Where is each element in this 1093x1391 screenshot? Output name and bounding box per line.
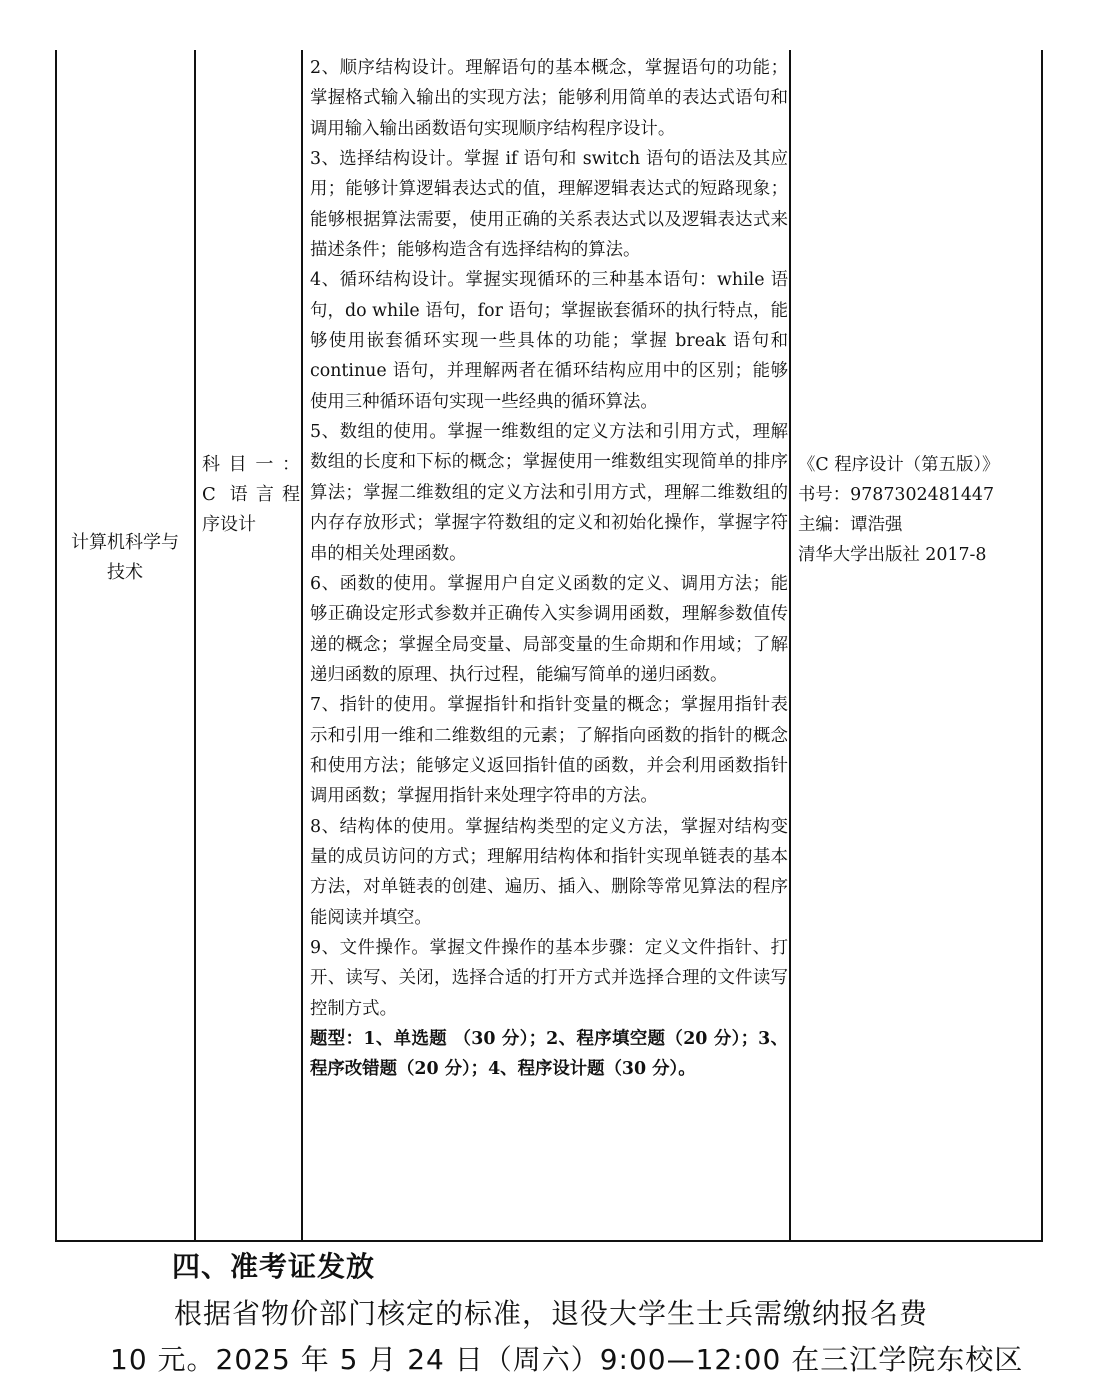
major-cell (57, 528, 193, 588)
table-border (55, 1240, 1043, 1242)
course-table (55, 50, 1043, 1242)
table-border (194, 50, 196, 1242)
syllabus-item: 3、选择结构设计。掌握 if 语句和 switch 语句的语法及其应用；能够计算逻辑表达式的值，理解逻辑表达式的短路现象；能够根据算法需要，使用正确的关系表达式以及逻辑表达式来描述条件；能够构造含有选择结构的算法。 (310, 149, 788, 261)
section-heading: 四、准考证发放 (172, 1250, 376, 1283)
subject-line: 科目一： (202, 454, 300, 475)
syllabus-content (310, 53, 788, 1085)
book-isbn: 书号：9787302481447 (798, 485, 995, 505)
table-border (301, 50, 303, 1242)
textbook-cell (798, 450, 1038, 570)
paragraph-line: 根据省物价部门核定的标准，退役大学生士兵需缴纳报名费 (174, 1297, 929, 1330)
subject-line: C 语言程 (202, 484, 300, 505)
table-border (55, 50, 57, 1242)
major-line: 技术 (107, 562, 143, 583)
question-types: 题型：1、单选题 （30 分）；2、程序填空题（20 分）；3、程序改错题（20 分）；4、程序设计题（30 分）。 (310, 1029, 788, 1080)
subject-line: 序设计 (202, 514, 256, 535)
syllabus-item: 6、函数的使用。掌握用户自定义函数的定义、调用方法；能够正确设定形式参数并正确传入实参调用函数，理解参数值传递的概念；掌握全局变量、局部变量的生命期和作用域；了解递归函数的原理、执行过程，能编写简单的递归函数。 (310, 573, 788, 685)
book-publisher: 清华大学出版社 2017-8 (798, 545, 987, 565)
table-border (789, 50, 791, 1242)
syllabus-item: 8、结构体的使用。掌握结构类型的定义方法，掌握对结构变量的成员访问的方式；理解用结构体和指针实现单链表的基本方法，对单链表的创建、遍历、插入、删除等常见算法的程序能阅读并填空。 (310, 816, 788, 928)
major-line: 计算机科学与 (71, 532, 179, 553)
syllabus-item: 5、数组的使用。掌握一维数组的定义方法和引用方式，理解数组的长度和下标的概念；掌握使用一维数组实现简单的排序算法；掌握二维数组的定义方法和引用方式，理解二维数组的内存存放形式；掌握字符数组的定义和初始化操作，掌握字符串的相关处理函数。 (310, 422, 788, 564)
table-border (1041, 50, 1043, 1242)
book-editor: 主编：谭浩强 (798, 515, 903, 535)
syllabus-item: 2、顺序结构设计。理解语句的基本概念，掌握语句的功能；掌握格式输入输出的实现方法；能够利用简单的表达式语句和调用输入输出函数语句实现顺序结构程序设计。 (310, 58, 788, 139)
syllabus-item: 9、文件操作。掌握文件操作的基本步骤：定义文件指针、打开、读写、关闭，选择合适的打开方式并选择合理的文件读写控制方式。 (310, 937, 788, 1019)
book-title: 《C 程序设计（第五版）》 (798, 455, 1000, 475)
syllabus-item: 4、循环结构设计。掌握实现循环的三种基本语句：while 语句，do while 语句，for 语句；掌握嵌套循环的执行特点，能够使用嵌套循环实现一些具体的功能；掌握 break 语句和 continue 语句，并理解两者在循环结构应用中的区别；能够使用三种循环语句实现一些经典的循环算法。 (310, 270, 788, 412)
subject-cell (202, 450, 300, 540)
syllabus-item: 7、指针的使用。掌握指针和指针变量的概念；掌握用指针表示和引用一维和二维数组的元素；了解指向函数的指针的概念和使用方法；能够定义返回指针值的函数，并会利用函数指针调用函数；掌握用指针来处理字符串的方法。 (310, 695, 788, 807)
paragraph-line: 10 元。2025 年 5 月 24 日（周六）9:00—12:00 在三江学院东校区 (110, 1343, 1024, 1376)
